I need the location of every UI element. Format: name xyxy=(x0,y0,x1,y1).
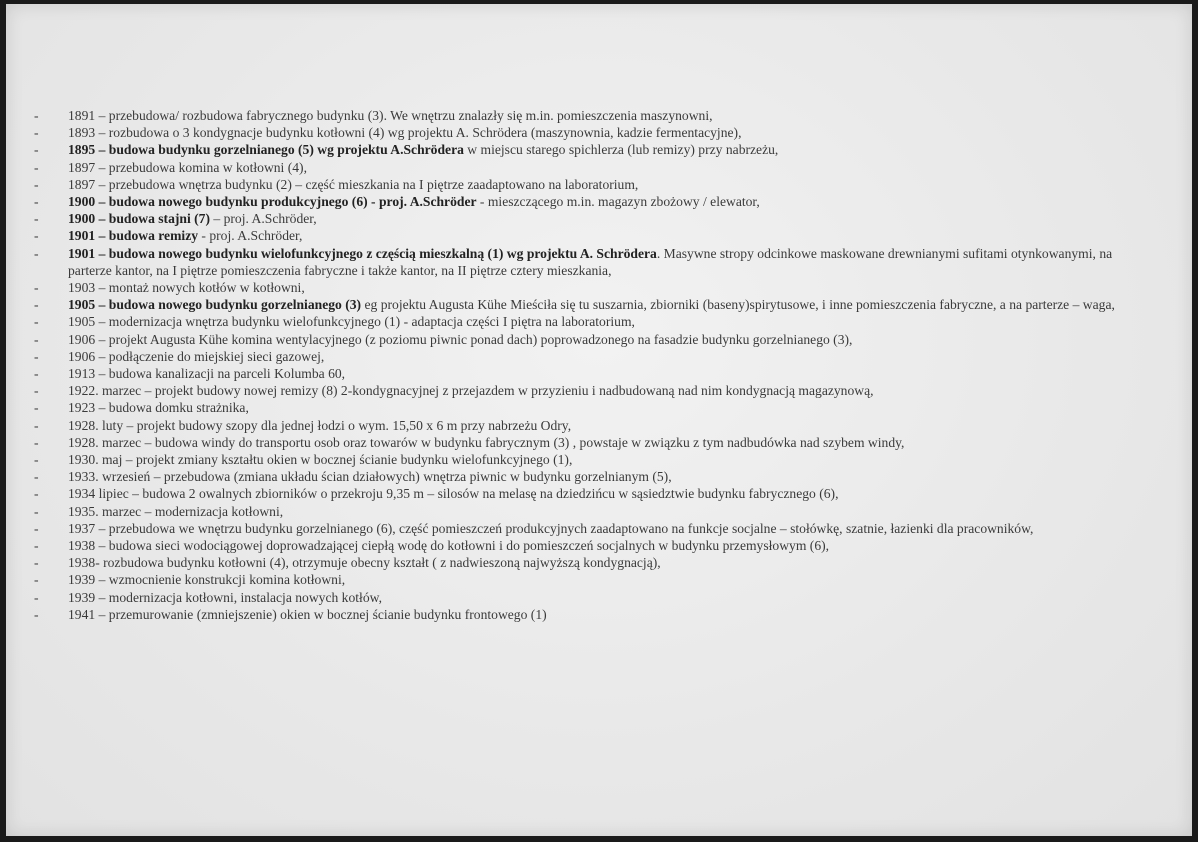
entry-plain-text: . Masywne stropy odcinkowe maskowane drewnianymi sufitami otynkowanymi, na parterze kantor, na I piętrze pomieszczenia fabryczne i także kantor, na II piętrze cztery mieszkania, xyxy=(68,245,1113,278)
bullet-dash: - xyxy=(34,503,39,519)
bullet-dash: - xyxy=(34,331,39,347)
entry-bold-text: 1905 – budowa nowego budynku gorzelnianego (3) xyxy=(68,297,362,313)
entry-plain-text: 1923 – budowa domku strażnika, xyxy=(68,400,249,416)
entry-text xyxy=(68,521,1033,536)
list-item xyxy=(34,589,1140,606)
scanned-page xyxy=(6,4,1192,836)
entry-plain-text: 1897 – przebudowa komina w kotłowni (4), xyxy=(68,159,307,175)
entry-plain-text: eg projektu Augusta Kühe Mieściła się tu suszarnia, zbiorniki (baseny)spirytusowe, i inne pomieszczenia fabryczne, a na parterze – waga, xyxy=(361,297,1115,313)
bullet-dash: - xyxy=(34,469,39,485)
entry-plain-text: 1939 – modernizacja kotłowni, instalacja nowych kotłów, xyxy=(68,589,382,605)
entry-text xyxy=(68,435,904,450)
entry-text xyxy=(68,349,324,364)
bullet-dash: - xyxy=(34,297,39,313)
entry-plain-text: 1939 – wzmocnienie konstrukcji komina kotłowni, xyxy=(68,572,346,588)
entry-text xyxy=(68,194,760,209)
list-item xyxy=(34,451,1140,468)
entry-text xyxy=(68,108,713,123)
entry-plain-text: w miejscu starego spichlerza (lub remizy) przy nabrzeżu, xyxy=(463,142,779,158)
entry-plain-text: 1893 – rozbudowa o 3 kondygnacje budynku kotłowni (4) wg projektu A. Schrödera (maszynownia, kadzie fermentacyjne), xyxy=(68,125,742,141)
list-item xyxy=(34,485,1140,502)
entry-plain-text: 1905 – modernizacja wnętrza budynku wielofunkcyjnego (1) - adaptacja części I piętra na laboratorium, xyxy=(68,314,635,330)
bullet-dash: - xyxy=(34,383,39,399)
bullet-dash: - xyxy=(34,366,39,382)
list-item xyxy=(34,107,1140,124)
bullet-dash: - xyxy=(34,452,39,468)
entry-text xyxy=(68,469,672,484)
bullet-dash: - xyxy=(34,417,39,433)
entry-plain-text: 1935. marzec – modernizacja kotłowni, xyxy=(68,503,284,519)
list-item xyxy=(34,348,1140,365)
entry-plain-text: 1928. luty – projekt budowy szopy dla jednej łodzi o wym. 15,50 x 6 m przy nabrzeżu Odry, xyxy=(68,417,572,433)
entry-text xyxy=(68,177,638,192)
entry-plain-text: - mieszczącego m.in. magazyn zbożowy / elewator, xyxy=(476,194,760,210)
entry-text xyxy=(68,607,547,622)
list-item xyxy=(34,176,1140,193)
entry-text xyxy=(68,452,572,467)
list-item xyxy=(34,313,1140,330)
list-item xyxy=(34,571,1140,588)
list-item xyxy=(34,503,1140,520)
entry-text xyxy=(68,125,741,140)
bullet-dash: - xyxy=(34,520,39,536)
list-item xyxy=(34,124,1140,141)
list-item xyxy=(34,417,1140,434)
list-item xyxy=(34,365,1140,382)
bullet-dash: - xyxy=(34,211,39,227)
list-item xyxy=(34,227,1140,244)
entry-text xyxy=(68,142,778,157)
entry-text xyxy=(68,383,874,398)
bullet-dash: - xyxy=(34,176,39,192)
list-item xyxy=(34,245,1140,279)
entry-text xyxy=(68,160,307,175)
entry-text xyxy=(68,246,1112,278)
entry-plain-text: 1941 – przemurowanie (zmniejszenie) okien w bocznej ścianie budynku frontowego (1) xyxy=(68,606,547,622)
bullet-dash: - xyxy=(34,228,39,244)
list-item xyxy=(34,520,1140,537)
list-item xyxy=(34,331,1140,348)
bullet-dash: - xyxy=(34,125,39,141)
entry-text xyxy=(68,332,852,347)
entry-text xyxy=(68,572,345,587)
entry-bold-text: 1900 – budowa nowego budynku produkcyjnego (6) - proj. A.Schröder xyxy=(68,194,477,210)
entry-plain-text: 1906 – projekt Augusta Kühe komina wentylacyjnego (z poziomu piwnic ponad dach) poprowadzonego na fasadzie budynku gorzelnianego (3), xyxy=(68,331,853,347)
list-item xyxy=(34,279,1140,296)
entry-bold-text: 1895 – budowa budynku gorzelnianego (5) wg projektu A.Schrödera xyxy=(68,142,464,158)
bullet-dash: - xyxy=(34,142,39,158)
bullet-dash: - xyxy=(34,400,39,416)
entry-text xyxy=(68,366,345,381)
entry-text xyxy=(68,555,661,570)
entry-text xyxy=(68,211,317,226)
bullet-dash: - xyxy=(34,108,39,123)
entry-text xyxy=(68,228,302,243)
bullet-dash: - xyxy=(34,555,39,571)
entry-plain-text: 1891 – przebudowa/ rozbudowa fabrycznego budynku (3). We wnętrzu znalazły się m.in. pomieszczenia maszynowni, xyxy=(68,108,713,123)
entry-text xyxy=(68,297,1115,312)
entry-bold-text: 1901 – budowa nowego budynku wielofunkcyjnego z częścią mieszkalną (1) wg projektu A. Schrödera xyxy=(68,245,657,261)
list-item xyxy=(34,141,1140,158)
list-item xyxy=(34,434,1140,451)
bullet-dash: - xyxy=(34,486,39,502)
entry-text xyxy=(68,538,829,553)
list-item xyxy=(34,159,1140,176)
list-item xyxy=(34,468,1140,485)
bullet-dash: - xyxy=(34,348,39,364)
entry-bold-text: 1900 – budowa stajni (7) xyxy=(68,211,210,227)
bullet-dash: - xyxy=(34,159,39,175)
entry-text xyxy=(68,486,838,501)
list-item xyxy=(34,606,1140,623)
list-item xyxy=(34,296,1140,313)
bullet-dash: - xyxy=(34,572,39,588)
bullet-dash: - xyxy=(34,314,39,330)
entry-plain-text: 1938 – budowa sieci wodociągowej doprowadzającej ciepłą wodę do kotłowni i do pomieszczeń socjalnych w budynku przemysłowym (6), xyxy=(68,538,830,554)
entry-plain-text: 1897 – przebudowa wnętrza budynku (2) – część mieszkania na I piętrze zaadaptowano na laboratorium, xyxy=(68,176,639,192)
entry-plain-text: 1906 – podłączenie do miejskiej sieci gazowej, xyxy=(68,348,325,364)
entry-bold-text: 1901 – budowa remizy xyxy=(68,228,199,244)
bullet-dash: - xyxy=(34,589,39,605)
bullet-dash: - xyxy=(34,245,39,261)
list-item xyxy=(34,537,1140,554)
entry-text xyxy=(68,418,571,433)
entry-plain-text: 1934 lipiec – budowa 2 owalnych zbiorników o przekroju 9,35 m – silosów na melasę na dziedzińcu w sąsiedztwie budynku fabrycznego (6), xyxy=(68,486,839,502)
list-item xyxy=(34,193,1140,210)
entry-text xyxy=(68,280,305,295)
entry-plain-text: 1903 – montaż nowych kotłów w kotłowni, xyxy=(68,280,305,296)
entry-text xyxy=(68,314,635,329)
entry-plain-text: 1933. wrzesień – przebudowa (zmiana układu ścian działowych) wnętrza piwnic w budynku gorzelnianym (5), xyxy=(68,469,672,485)
entry-plain-text: 1930. maj – projekt zmiany kształtu okien w bocznej ścianie budynku wielofunkcyjnego (1), xyxy=(68,452,573,468)
entry-text xyxy=(68,590,382,605)
bullet-dash: - xyxy=(34,434,39,450)
bullet-dash: - xyxy=(34,280,39,296)
chronology-list xyxy=(34,107,1140,623)
entry-plain-text: - proj. A.Schröder, xyxy=(198,228,303,244)
entry-plain-text: – proj. A.Schröder, xyxy=(210,211,317,227)
entry-plain-text: 1922. marzec – projekt budowy nowej remizy (8) 2-kondygnacyjnej z przejazdem w przyzieniu i nadbudowaną nad nim kondygnacją magazynową, xyxy=(68,383,874,399)
list-item xyxy=(34,382,1140,399)
entry-plain-text: 1913 – budowa kanalizacji na parceli Kolumba 60, xyxy=(68,366,346,382)
list-item xyxy=(34,210,1140,227)
entry-plain-text: 1928. marzec – budowa windy do transportu osob oraz towarów w budynku fabrycznym (3) , powstaje w związku z tym nadbudówka nad szybem windy, xyxy=(68,434,905,450)
entry-text xyxy=(68,400,249,415)
entry-text xyxy=(68,504,283,519)
bullet-dash: - xyxy=(34,194,39,210)
list-item xyxy=(34,554,1140,571)
entry-plain-text: 1937 – przebudowa we wnętrzu budynku gorzelnianego (6), część pomieszczeń produkcyjnych zaadaptowano na funkcje socjalne – stołówkę, szatnie, łazienki dla pracowników, xyxy=(68,520,1034,536)
entry-plain-text: 1938- rozbudowa budynku kotłowni (4), otrzymuje obecny kształt ( z nadwieszoną najwyższą kondygnacją), xyxy=(68,555,661,571)
list-item xyxy=(34,399,1140,416)
bullet-dash: - xyxy=(34,538,39,554)
bullet-dash: - xyxy=(34,606,39,622)
